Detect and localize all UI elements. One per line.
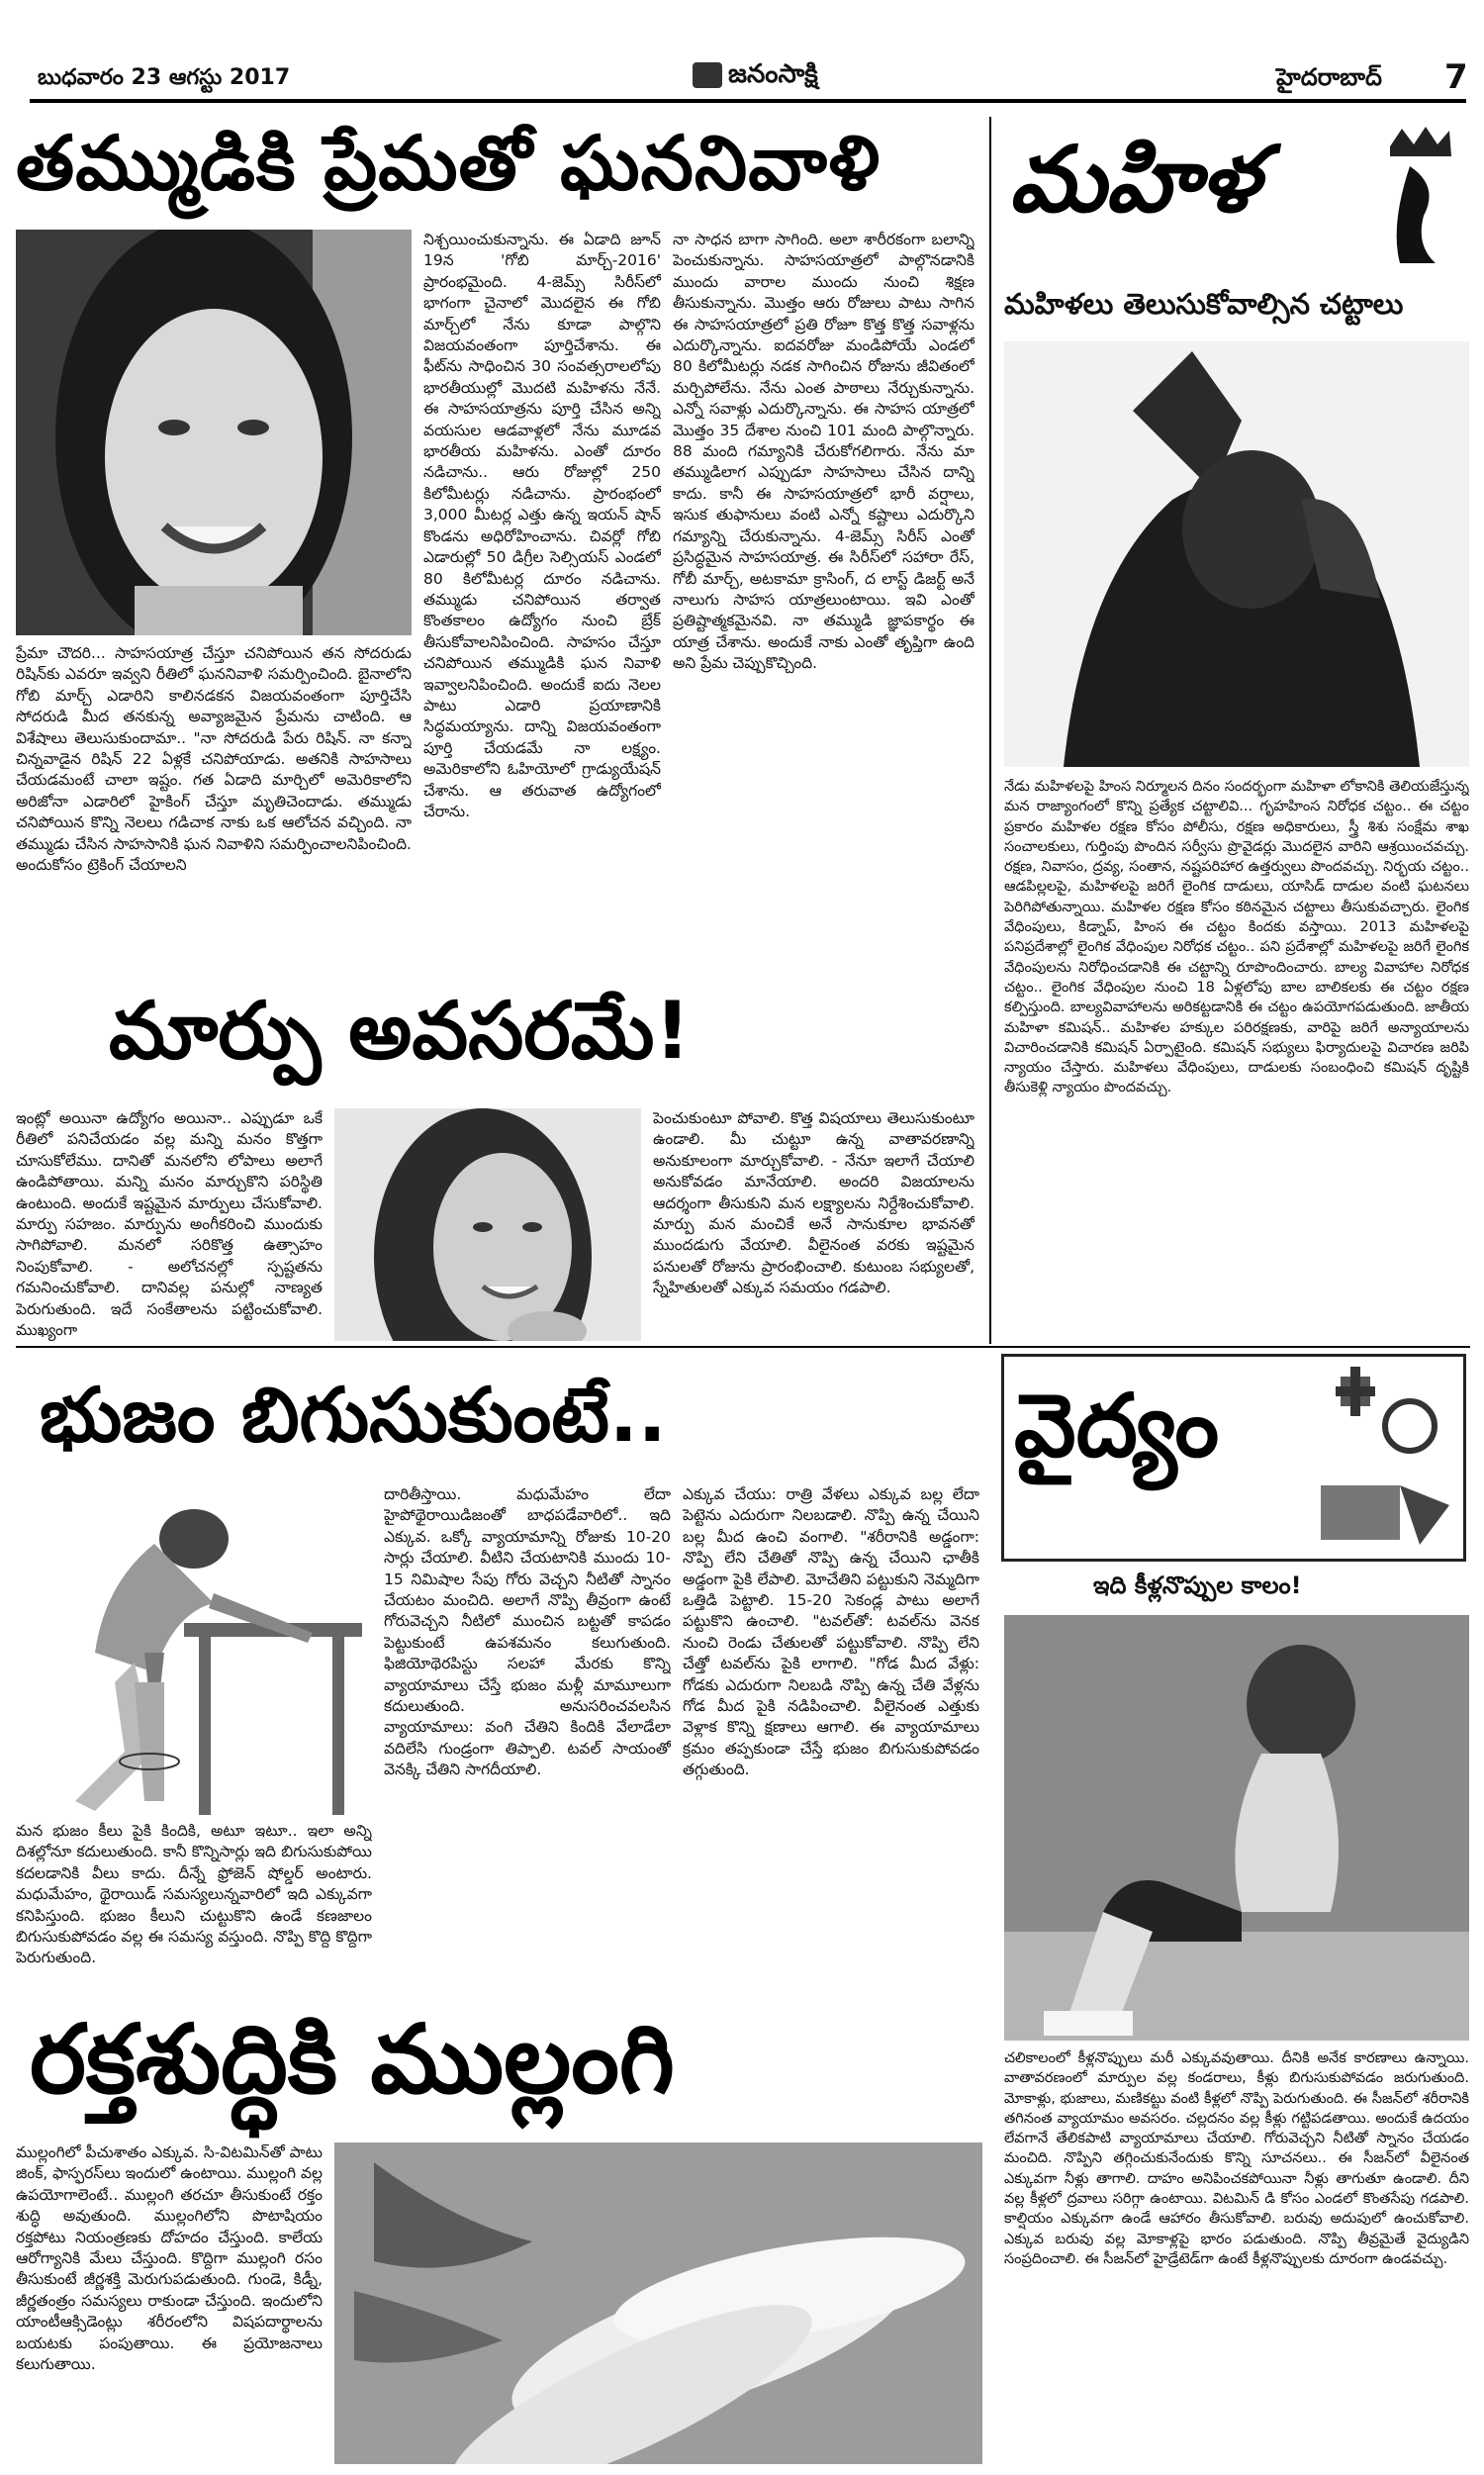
distressed-woman-image	[1004, 341, 1469, 767]
story4-photo	[334, 2142, 982, 2464]
story3-column-3: ఎక్కువ చేయు: రాత్రి వేళలు ఎక్కువ బల్ల లేదా పెట్టెను ఎదురుగా నిలబడాలి. నొప్పి ఉన్న చేయిని బల్ల మీద ఉంచి వంగాలి. "శరీరానికి అడ్డంగా: నొప్పి లేని చేతితో నొప్పి ఉన్న చేయిని ఛాతీకి అడ్డంగా పైకి లేపాలి. మోచేతిని పట్టుకుని నెమ్మదిగా ఒత్తిడి పెట్టాలి. 15-20 సెకండ్ల పాటు అలాగే పట్టుకొని ఉంచాలి. "టవల్‌తో: టవల్‌ను వెనక నుంచి రెండు చేతులతో పట్టుకోవాలి. నొప్పి లేని చేత్తో టవల్‌ను పైకి లాగాలి. "గోడ మీద వేళ్లు: గోడకు ఎదురుగా నిలబడి నొప్పి ఉన్న చేతి వేళ్లను గోడ మీద పైకి నడిపించాలి. వీలైనంత ఎత్తుకు వెళ్లాక కొన్ని క్షణాలు ఆగాలి. ఈ వ్యాయామాలు క్రమం తప్పకుండా చేస్తే భుజం బిగుసుకుపోవడం తగ్గుతుంది.	[683, 1485, 979, 1779]
newspaper-logo	[693, 59, 818, 95]
edition-city: హైదరాబాద్	[1276, 63, 1382, 91]
story3-column-2: దారితీస్తాయి. మధుమేహం లేదా హైపోథైరాయిడిజంతో బాధపడేవారిలో.. ఇది ఎక్కువ. ఒక్కో వ్యాయామాన్ని రోజుకు 10-20 సార్లు చేయాలి. వీటిని చేయటానికి ముందు 10-15 నిమిషాల సేపు గోరు వెచ్చని నీటితో స్నానం చేయటం మంచిది. అలాగే నొప్పి తీవ్రంగా ఉంటే గోరువెచ్చని నీటిలో ముంచిన బట్టతో కాపడం పెట్టుకుంటే ఉపశమనం కలుగుతుంది. ఫిజియోథెరపిస్టు సలహా మేరకు కొన్ని వ్యాయామాలు చేస్తే భుజం మళ్లీ మామూలుగా కదులుతుంది. అనుసరించవలసిన వ్యాయామాలు: వంగి చేతిని కిందికి వేలాడేలా వదిలేసి గుండ్రంగా తిప్పాలి. టవల్‌ సాయంతో వెనక్కి చేతిని సాగదీయాలి.	[384, 1485, 671, 1779]
smiling-woman-image	[334, 1108, 641, 1341]
story1-column-3: నా సాధన బాగా సాగింది. అలా శారీరకంగా బలాన్ని పెంచుకున్నాను. సాహసయాత్రలో పాల్గొనడానికి ముందు వారాల ముందు నుంచి శిక్షణ తీసుకున్నాను. మొత్తం ఆరు రోజులు పాటు సాగిన ఈ సాహసయాత్రలో ప్రతి రోజూ కొత్త కొత్త సవాళ్లను ఎదుర్కొన్నాను. ఐదవరోజు మండిపోయే ఎండలో 80 కిలోమీటర్లు నడక సాగించిన రోజును జీవితంలో మర్చిపోలేను. నేను ఎంత పాఠాలు నేర్చుకున్నాను. ఎన్నో సవాళ్లు ఎదుర్కొన్నాను. ఈ సాహస యాత్రలో మొత్తం 35 దేశాల నుంచి 101 మంది పాల్గొన్నారు. 88 మంది గమ్యానికి చేరుకోగలిగారు. నేను మా తమ్ముడిలాగ ఎప్పుడూ సాహసాలు చేసిన దాన్ని కాదు. కానీ ఈ సాహసయాత్రలో భారీ వర్షాలు, ఇసుక తుఫానులు వంటి ఎన్నో కష్టాలు ఎదుర్కొని గమ్యాన్ని చేరుకున్నాను. 4-జెమ్స్‌ సిరీస్‌ ఎంతో ప్రసిద్ధమైన సాహసయాత్ర. ఈ సిరీస్‌లో సహారా రేస్‌, గోబీ మార్చ్‌, అటకామా క్రాసింగ్‌, ద లాస్ట్‌ డిజర్ట్‌ అనే నాలుగు సాహస యాత్రలుంటాయి. ఇవి ఎంతో ప్రతిష్టాత్మకమైనవి. నా తమ్ముడి జ్ఞాపకార్థం ఈ యాత్ర చేశాను. అందుకే నాకు ఎంతో తృప్తిగా ఉంది అని ప్రేమ చెప్పుకొచ్చింది.	[673, 231, 974, 673]
masthead	[0, 0, 1484, 109]
story3-headline: భుజం బిగుసుకుంటే..	[40, 1371, 667, 1459]
story2-photo	[334, 1108, 641, 1341]
story4-headline: రక్తశుద్ధికి ముల్లంగి	[30, 2004, 675, 2115]
logo-text: జనంసాక్షి	[728, 59, 818, 89]
mahila-article: నేడు మహిళలపై హింస నిర్మూలన దినం సందర్భంగా మహిళా లోకానికి తెలియజేస్తున్న మన రాజ్యాంగంలో కొన్ని ప్రత్యేక చట్టాలివి... గృహహింస నిరోధక చట్టం.. ఈ చట్టం ప్రకారం మహిళల రక్షణ కోసం పోలీసు, రక్షణ అధికారులు, స్త్రీ శిశు సంక్షేమ శాఖ సంచాలకులు, గుర్తింపు పొందిన సర్వీసు ప్రొవైడర్లు మొదలైన వారిని ఆశ్రయించవచ్చు. రక్షణ, నివాసం, ద్రవ్య, సంతాన, నష్టపరిహార ఉత్తర్వులు పొందవచ్చు. నిర్భయ చట్టం.. ఆడపిల్లలపై, మహిళలపై జరిగే లైంగిక దాడులు, యాసిడ్‌ దాడుల వంటి ఘటనలు పెరిగిపోతున్నాయి. మహిళల రక్షణ కోసం కఠినమైన చట్టాలు తీసుకువచ్చారు. లైంగిక వేధింపులు, కిడ్నాప్‌, హింస ఈ చట్టం కిందకు వస్తాయి. 2013 మహిళలపై పనిప్రదేశాల్లో లైంగిక వేధింపుల నిరోధక చట్టం.. పని ప్రదేశాల్లో మహిళలపై జరిగే లైంగిక వేధింపులను నిరోధించడానికి ఈ చట్టాన్ని రూపొందించారు. బాల్య వివాహాల నిరోధక చట్టం.. లైంగిక వేధింపుల నుంచి 18 ఏళ్లలోపు బాల బాలికలకు ఈ చట్టం రక్షణ కల్పిస్తుంది. బాల్యవివాహాలను అరికట్టడానికి ఈ చట్టం ఉపయోగపడుతుంది. జాతీయ మహిళా కమిషన్‌.. మహిళల హక్కుల పరిరక్షణకు, వారిపై జరిగే అన్యాయాలను విచారించడానికి కమిషన్‌ ఏర్పాటైంది. కమిషన్‌ సభ్యులు ఫిర్యాదులపై విచారణ జరిపి న్యాయం చేస్తారు. మహిళలు వేధింపులు, దాడులకు సంబంధించి కమిషన్‌ దృష్టికి తీసుకెళ్లి న్యాయం పొందవచ్చు.	[1004, 779, 1469, 1096]
issue-date: బుధవారం 23 ఆగస్టు 2017	[38, 65, 291, 90]
mahila-banner	[999, 117, 1469, 280]
vaidyam-title: వైద్యం	[1014, 1375, 1220, 1476]
story1-photo	[16, 230, 412, 635]
story2-headline: మార్పు అవసరమే!	[109, 985, 691, 1077]
logo-icon	[693, 62, 722, 88]
masthead-rule	[30, 99, 1466, 103]
woman-knee-pain-image	[1004, 1615, 1469, 2041]
story1-headline: తమ్ముడికి ప్రేమతో ఘననివాళి	[16, 119, 881, 207]
radish-image	[334, 2142, 982, 2464]
section-rule	[16, 1346, 1470, 1348]
shoulder-exercise-illustration	[16, 1484, 372, 1816]
woman-portrait-image	[16, 230, 412, 635]
mahila-subtitle: మహిళలు తెలుసుకోవాల్సిన చట్టాలు	[1004, 287, 1404, 321]
vaidyam-subtitle: ఇది కీళ్లనొప్పుల కాలం!	[1093, 1571, 1302, 1599]
story1-column-2: నిశ్చయించుకున్నాను. ఈ ఏడాది జూన్‌ 19న 'గోబి మార్చ్‌-2016' ప్రారంభమైంది. 4-జెమ్స్‌ సిరీస్‌లో భాగంగా చైనాలో మొదలైన ఈ గోబి మార్చ్‌లో నేను కూడా పాల్గొని విజయవంతంగా పూర్తిచేశాను. ఈ ఫీట్‌ను సాధించిన 30 సంవత్సరాలలోపు భారతీయుల్లో మొదటి మహిళను నేనే. ఈ సాహసయాత్రను పూర్తి చేసిన అన్ని వయసుల ఆడవాళ్లలో నేను మూడవ భారతీయ మహిళను. ఎంతో దూరం నడిచాను.. ఆరు రోజుల్లో 250 కిలోమీటర్లు నడిచాను. ప్రారంభంలో 3,000 మీటర్ల ఎత్తు ఉన్న ఇయన్‌ షాన్‌ కొండను అధిరోహించాను. చివర్లో గోబి ఎడారుల్లో 50 డిగ్రీల సెల్సియస్‌ ఎండలో 80 కిలోమీటర్ల దూరం నడిచాను. తమ్ముడు చనిపోయిన తర్వాత కొంతకాలం ఉద్యోగం నుంచి బ్రేక్‌ తీసుకోవాలనిపించింది. సాహసం చేస్తూ చనిపోయిన తమ్ముడికి ఘన నివాళి ఇవ్వాలనిపించింది. అందుకే ఐదు నెలల పాటు ఎడారి ప్రయాణానికి సిద్ధమయ్యాను. దాన్ని విజయవంతంగా పూర్తి చేయడమే నా లక్ష్యం. అమెరికాలోని ఓహియోలో గ్రాడ్యుయేషన్‌ చేశాను. ఆ తరువాత ఉద్యోగంలో చేరాను.	[423, 231, 661, 820]
vaidyam-photo	[1004, 1615, 1469, 2041]
story4-column-1: ముల్లంగిలో పీచుశాతం ఎక్కువ. సి-విటమిన్‌తో పాటు జింక్‌, ఫాస్ఫరస్‌లు ఇందులో ఉంటాయి. ముల్లంగి వల్ల ఉపయోగాలెంటే.. ముల్లంగి తరచూ తీసుకుంటే రక్తం శుద్ధి అవుతుంది. ముల్లంగిలోని పొటాషియం రక్తపోటు నియంత్రణకు దోహదం చేస్తుంది. కాలేయ ఆరోగ్యానికి మేలు చేస్తుంది. కొద్దిగా ముల్లంగి రసం తీసుకుంటే జీర్ణశక్తి మెరుగుపడుతుంది. గుండె, కిడ్నీ, జీర్ణతంత్రం సమస్యలు రాకుండా చేస్తుంది. ఇందులోని యాంటీఆక్సిడెంట్లు శరీరంలోని విషపదార్థాలను బయటకు పంపుతాయి. ఈ ప్రయోజనాలు కలుగుతాయి.	[16, 2143, 323, 2374]
story3-column-1: మన భుజం కీలు పైకి కిందికి, అటూ ఇటూ.. ఇలా అన్ని దిశల్లోనూ కదులుతుంది. కానీ కొన్నిసార్లు ఇది బిగుసుకుపోయి కదలడానికి వీలు కాదు. దీన్నే ఫ్రోజెన్‌ షోల్డర్‌ అంటారు. మధుమేహం, థైరాయిడ్‌ సమస్యలున్నవారిలో ఇది ఎక్కువగా కనిపిస్తుంది. భుజం కీలుని చుట్టుకొని ఉండే కణజాలం బిగుసుకుపోవడం వల్ల ఈ సమస్య వస్తుంది. నొప్పి కొద్ది కొద్దిగా పెరుగుతుంది.	[16, 1822, 372, 1967]
mahila-photo	[1004, 341, 1469, 767]
medical-items-icon	[1301, 1367, 1459, 1550]
story3-photo	[16, 1484, 372, 1816]
vaidyam-banner	[1001, 1354, 1466, 1562]
column-divider	[989, 117, 991, 1344]
story2-column-1: ఇంట్లో అయినా ఉద్యోగం అయినా.. ఎప్పుడూ ఒకే రీతిలో పనిచేయడం వల్ల మన్ని మనం కొత్తగా చూసుకోలేము. దానితో మనలోని లోపాలు అలాగే ఉండిపోతాయి. మన్ని మనం మార్చుకొని పరిస్థితి ఉంటుంది. అందుకే ఇష్టమైన మార్పులు చేసుకోవాలి. మార్పు సహజం. మార్పును అంగీకరించి ముందుకు సాగిపోవాలి. మనలో సరికొత్త ఉత్సాహం నింపుకోవాలి. - అలోచనల్లో స్పష్టతను గమనించుకోవాలి. దానివల్ల పనుల్లో నాణ్యత పెరుగుతుంది. ఇదే సంకేతాలను పట్టించుకోవాలి. ముఖ్యంగా	[16, 1109, 323, 1340]
crown-figure-icon	[1380, 127, 1459, 265]
mahila-title: మహిళ	[1009, 127, 1259, 233]
page-number: 7	[1444, 57, 1468, 97]
story2-column-2: పెంచుకుంటూ పోవాలి. కొత్త విషయాలు తెలుసుకుంటూ ఉండాలి. మీ చుట్టూ ఉన్న వాతావరణాన్ని అనుకూలంగా మార్చుకోవాలి. - నేనూ ఇలాగే చేయాలి అనుకోవడం మానేయాలి. అందరి విజయాలను ఆదర్శంగా తీసుకుని మన లక్ష్యాలను నిర్దేశించుకోవాలి. మార్పు మన మంచికే అనే సానుకూల భావనతో ముందడుగు వేయాలి. వీలైనంత వరకు ఇష్టమైన పనులతో రోజును ప్రారంభించాలి. కుటుంబ సభ్యులతో, స్నేహితులతో ఎక్కువ సమయం గడపాలి.	[653, 1109, 974, 1297]
story1-column-1: ప్రేమా చౌదరి... సాహసయాత్ర చేస్తూ చనిపోయిన తన సోదరుడు రిషిన్‌కు ఎవరూ ఇవ్వని రీతిలో ఘననివాళి సమర్పించింది. బైనాలోని గోబి మార్చ్‌ ఎడారిని కాలినడకన విజయవంతంగా పూర్తిచేసి సోదరుడి మీద తనకున్న అవ్యాజమైన ప్రేమను చాటింది. ఆ విశేషాలు తెలుసుకుందామా.. "నా సోదరుడి పేరు రిషిన్‌. నా కన్నా చిన్నవాడైన రిషిన్‌ 22 ఏళ్లకే చనిపోయాడు. అతనికి సాహసాలు చేయడమంటే చాలా ఇష్టం. గత ఏడాది మార్చిలో అమెరికాలోని అరిజోనా ఎడారిలో హైకింగ్‌ చేస్తూ మృతిచెందాడు. తమ్ముడు చనిపోయిన కొన్ని నెలలు గడిచాక నాకు ఒక ఆలోచన వచ్చింది. నా తమ్ముడు చేసిన సాహసానికి ఘన నివాళిని సమర్పించాలనిపించింది. అందుకోసం ట్రెకింగ్‌ చేయాలని	[16, 644, 412, 875]
vaidyam-article: చలికాలంలో కీళ్లనొప్పులు మరీ ఎక్కువవుతాయి. దీనికి అనేక కారణాలు ఉన్నాయి. వాతావరణంలో మార్పుల వల్ల కండరాలు, కీళ్లు బిగుసుకుపోవడం జరుగుతుంది. మోకాళ్లు, భుజాలు, మణికట్టు వంటి కీళ్లలో నొప్పి పెరుగుతుంది. ఈ సీజన్‌లో శరీరానికి తగినంత వ్యాయామం అవసరం. చల్లదనం వల్ల కీళ్లు గట్టిపడతాయి. అందుకే ఉదయం లేవగానే తేలికపాటి వ్యాయామాలు చేయాలి. గోరువెచ్చని నీటితో స్నానం చేయడం మంచిది. నొప్పిని తగ్గించుకునేందుకు కొన్ని సూచనలు.. ఈ సీజన్‌లో వీలైనంత ఎక్కువగా నీళ్లు తాగాలి. దాహం అనిపించకపోయినా నీళ్లు తాగుతూ ఉండాలి. దీని వల్ల కీళ్లలో ద్రవాలు సరిగ్గా ఉంటాయి. విటమిన్‌ డి కోసం ఎండలో కొంతసేపు గడపాలి. కాల్షియం ఎక్కువగా ఉండే ఆహారం తీసుకోవాలి. బరువు అదుపులో ఉంచుకోవాలి. ఎక్కువ బరువు వల్ల మోకాళ్లపై భారం పడుతుంది. నొప్పి తీవ్రమైతే వైద్యుడిని సంప్రదించాలి. ఈ సీజన్‌లో హైడ్రేటెడ్‌గా ఉంటే కీళ్లనొప్పులకు దూరంగా ఉండవచ్చు.	[1004, 2050, 1469, 2267]
